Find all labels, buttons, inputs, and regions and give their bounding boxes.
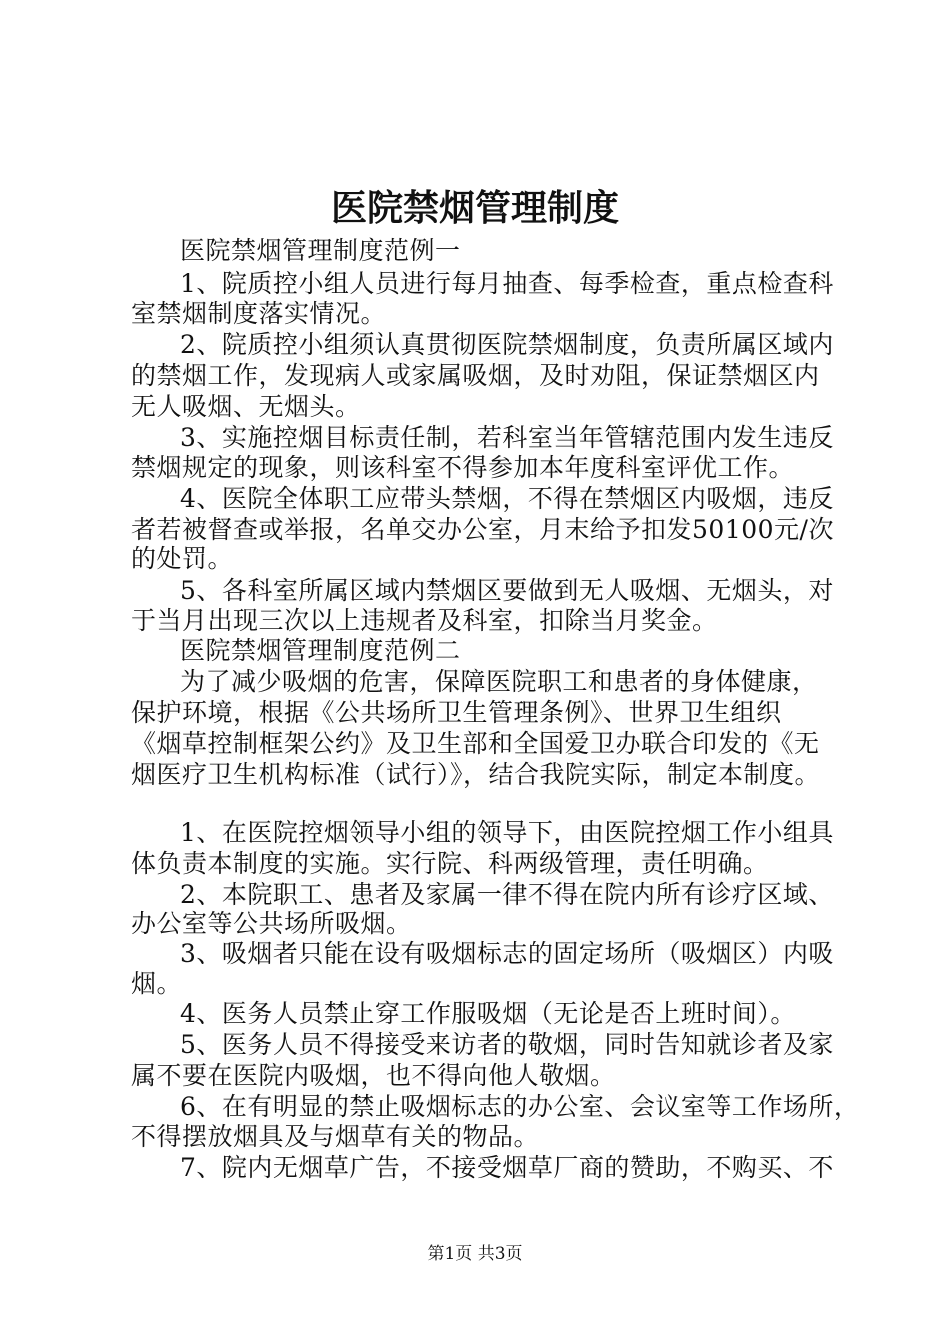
paragraph-line: 3、实施控烟目标责任制，若科室当年管辖范围内发生违反 bbox=[180, 423, 834, 452]
section-heading: 医院禁烟管理制度范例一 bbox=[180, 236, 461, 265]
paragraph-line: 属不要在医院内吸烟，也不得向他人敬烟。 bbox=[131, 1061, 616, 1090]
paragraph-line: 无人吸烟、无烟头。 bbox=[131, 392, 361, 421]
page-footer: 第1页 共3页 bbox=[427, 1244, 523, 1264]
paragraph-line: 的禁烟工作，发现病人或家属吸烟，及时劝阻，保证禁烟区内 bbox=[131, 361, 820, 390]
paragraph-line: 3、吸烟者只能在设有吸烟标志的固定场所（吸烟区）内吸 bbox=[180, 939, 834, 968]
paragraph-line: 1、院质控小组人员进行每月抽查、每季检查，重点检查科 bbox=[180, 269, 834, 298]
paragraph-line: 体负责本制度的实施。实行院、科两级管理，责任明确。 bbox=[131, 849, 769, 878]
paragraph-line: 7、院内无烟草广告，不接受烟草厂商的赞助，不购买、不 bbox=[180, 1153, 834, 1182]
paragraph-line: 1、在医院控烟领导小组的领导下，由医院控烟工作小组具 bbox=[180, 818, 834, 847]
paragraph-line: 的处罚。 bbox=[131, 544, 234, 573]
paragraph-line: 为了减少吸烟的危害，保障医院职工和患者的身体健康， bbox=[180, 667, 818, 696]
paragraph-line: 不得摆放烟具及与烟草有关的物品。 bbox=[131, 1122, 540, 1151]
paragraph-line: 禁烟规定的现象，则该科室不得参加本年度科室评优工作。 bbox=[131, 453, 795, 482]
paragraph-line: 办公室等公共场所吸烟。 bbox=[131, 909, 412, 938]
paragraph-line: 者若被督查或举报，名单交办公室，月末给予扣发50100元/次 bbox=[131, 515, 834, 544]
paragraph-line: 烟医疗卫生机构标准（试行）》，结合我院实际，制定本制度。 bbox=[131, 760, 821, 789]
paragraph-line: 6、在有明显的禁止吸烟标志的办公室、会议室等工作场所， bbox=[180, 1092, 860, 1121]
paragraph-line: 于当月出现三次以上违规者及科室，扣除当月奖金。 bbox=[131, 606, 718, 635]
section-heading: 医院禁烟管理制度范例二 bbox=[180, 636, 461, 665]
paragraph-line: 烟。 bbox=[131, 969, 183, 998]
paragraph-line: 4、医务人员禁止穿工作服吸烟（无论是否上班时间）。 bbox=[180, 999, 796, 1028]
paragraph-line: 2、本院职工、患者及家属一律不得在院内所有诊疗区域、 bbox=[180, 880, 834, 909]
paragraph-line: 5、各科室所属区域内禁烟区要做到无人吸烟、无烟头，对 bbox=[180, 576, 834, 605]
paragraph-line: 《烟草控制框架公约》及卫生部和全国爱卫办联合印发的《无 bbox=[131, 729, 820, 758]
paragraph-line: 5、医务人员不得接受来访者的敬烟，同时告知就诊者及家 bbox=[180, 1030, 834, 1059]
paragraph-line: 4、医院全体职工应带头禁烟，不得在禁烟区内吸烟，违反 bbox=[180, 484, 834, 513]
paragraph-line: 室禁烟制度落实情况。 bbox=[131, 299, 387, 328]
document-title: 医院禁烟管理制度 bbox=[330, 187, 619, 229]
paragraph-line: 2、院质控小组须认真贯彻医院禁烟制度，负责所属区域内 bbox=[180, 330, 834, 359]
paragraph-line: 保护环境，根据《公共场所卫生管理条例》、世界卫生组织 bbox=[131, 698, 782, 727]
